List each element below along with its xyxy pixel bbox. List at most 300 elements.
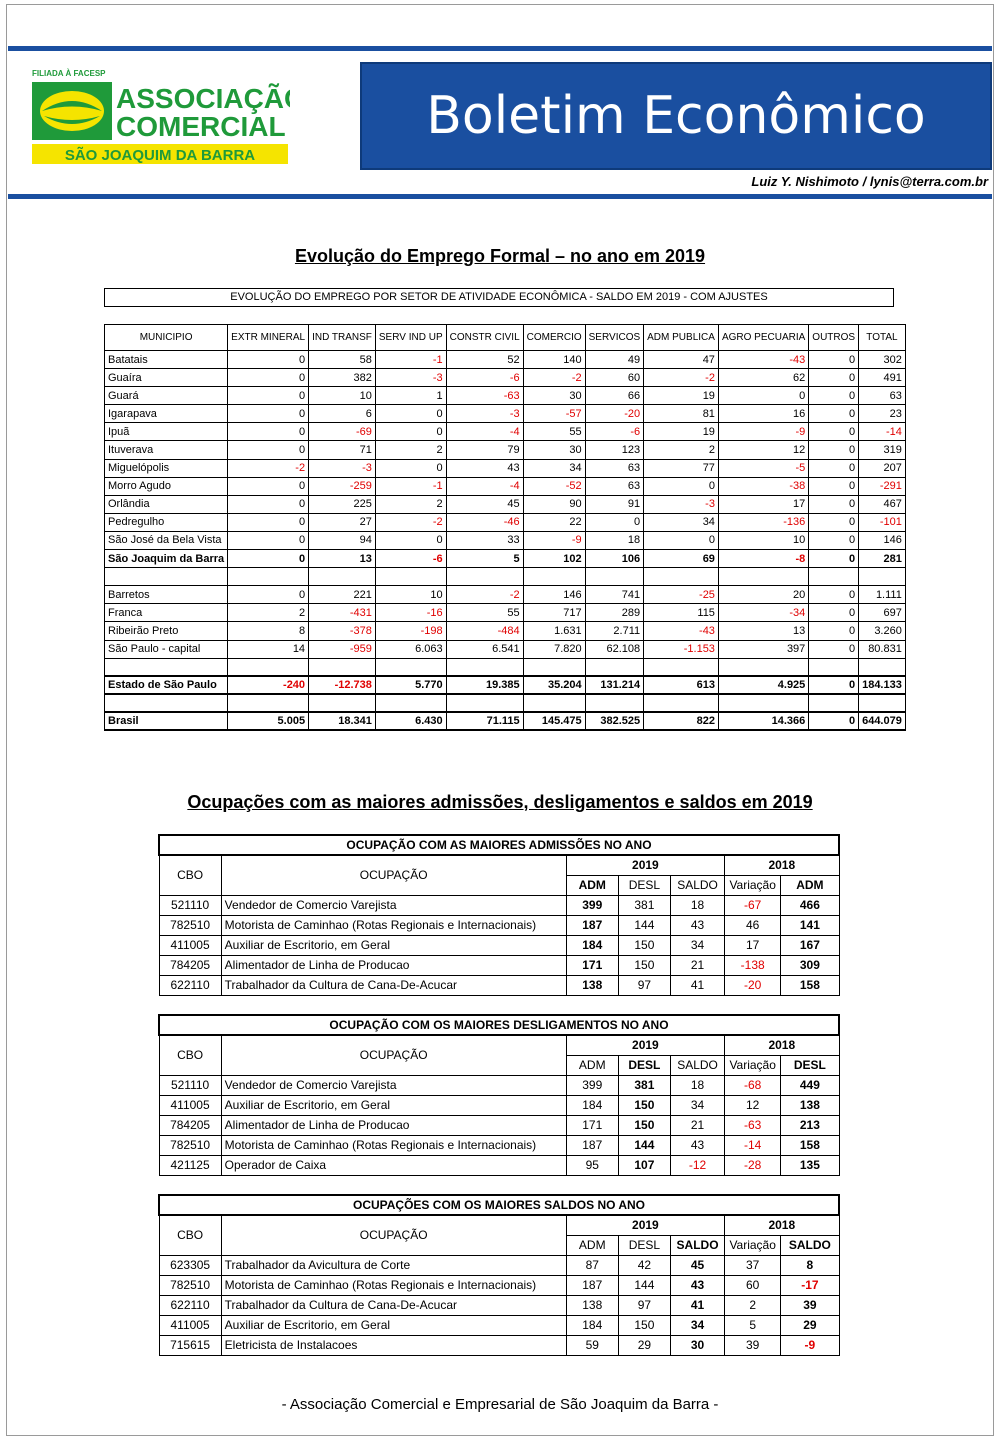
- value-cell: 0: [228, 387, 309, 405]
- value-cell: 281: [859, 550, 906, 568]
- value-cell: 20: [718, 586, 808, 604]
- subcolumn-header: SALDO: [781, 1235, 839, 1255]
- value-cell: 2.711: [585, 622, 644, 640]
- value-cell: 55: [446, 604, 523, 622]
- value-cell: 138: [781, 1095, 839, 1115]
- value-cell: -68: [725, 1075, 781, 1095]
- value-cell: -25: [644, 586, 719, 604]
- value-cell: 399: [566, 895, 618, 915]
- subcolumn-header: ADM: [566, 1055, 618, 1075]
- subcolumn-header: ADM: [781, 875, 839, 895]
- table-row: [105, 712, 906, 730]
- value-cell: 21: [670, 1115, 724, 1135]
- value-cell: -2: [523, 369, 585, 387]
- table-row: [105, 586, 906, 604]
- value-cell: 30: [523, 441, 585, 459]
- value-cell: 79: [446, 441, 523, 459]
- municipality-cell: Pedregulho: [105, 513, 228, 531]
- value-cell: 14: [228, 640, 309, 658]
- value-cell: -6: [446, 369, 523, 387]
- value-cell: -1: [375, 477, 446, 495]
- value-cell: 0: [228, 405, 309, 423]
- value-cell: 382: [309, 369, 376, 387]
- table-row: [105, 477, 906, 495]
- value-cell: -2: [446, 586, 523, 604]
- value-cell: 49: [585, 351, 644, 369]
- value-cell: 21: [670, 955, 724, 975]
- value-cell: 0: [228, 586, 309, 604]
- value-cell: 150: [618, 935, 670, 955]
- table-row: [105, 459, 906, 477]
- value-cell: -136: [718, 513, 808, 531]
- value-cell: -46: [446, 513, 523, 531]
- value-cell: 213: [781, 1115, 839, 1135]
- table-row: [159, 895, 839, 915]
- value-cell: -4: [446, 423, 523, 441]
- column-header: COMERCIO: [523, 325, 585, 351]
- value-cell: 45: [670, 1255, 724, 1275]
- value-cell: 0: [809, 405, 859, 423]
- value-cell: 39: [781, 1295, 839, 1315]
- value-cell: 90: [523, 495, 585, 513]
- value-cell: 158: [781, 975, 839, 995]
- cbo-cell: 715615: [159, 1335, 221, 1355]
- value-cell: 158: [781, 1135, 839, 1155]
- value-cell: -34: [718, 604, 808, 622]
- value-cell: 10: [375, 586, 446, 604]
- value-cell: 382.525: [585, 712, 644, 730]
- dismissals-table: [158, 1014, 840, 1176]
- value-cell: 613: [644, 676, 719, 694]
- cbo-cell: 622110: [159, 1295, 221, 1315]
- subcolumn-header: SALDO: [670, 1055, 724, 1075]
- value-cell: 16: [718, 405, 808, 423]
- table-row: [159, 1275, 839, 1295]
- cbo-cell: 623305: [159, 1255, 221, 1275]
- value-cell: 2: [725, 1295, 781, 1315]
- value-cell: 2: [375, 441, 446, 459]
- cbo-cell: 411005: [159, 935, 221, 955]
- value-cell: 0: [375, 459, 446, 477]
- value-cell: 0: [809, 640, 859, 658]
- value-cell: 87: [566, 1255, 618, 1275]
- value-cell: 18: [670, 895, 724, 915]
- value-cell: 2: [375, 495, 446, 513]
- admissions-table: [158, 834, 840, 996]
- value-cell: 150: [618, 1315, 670, 1335]
- value-cell: 18.341: [309, 712, 376, 730]
- table-row: [105, 387, 906, 405]
- table-row: [105, 676, 906, 694]
- value-cell: 8: [228, 622, 309, 640]
- value-cell: 150: [618, 1095, 670, 1115]
- subcolumn-header: SALDO: [670, 1235, 724, 1255]
- value-cell: 19: [644, 387, 719, 405]
- value-cell: -9: [523, 531, 585, 549]
- employment-table-header: [105, 325, 906, 351]
- value-cell: -16: [375, 604, 446, 622]
- value-cell: 63: [585, 459, 644, 477]
- value-cell: 43: [670, 915, 724, 935]
- subcolumn-header: Variação: [725, 1055, 781, 1075]
- section-title-emprego: Evolução do Emprego Formal – no ano em 2019: [294, 246, 706, 266]
- cbo-cell: 411005: [159, 1315, 221, 1335]
- occupation-cell: Alimentador de Linha de Producao: [221, 1115, 566, 1135]
- employment-table: [104, 324, 906, 731]
- value-cell: 184.133: [859, 676, 906, 694]
- year-2019-header: 2019: [566, 1035, 724, 1055]
- value-cell: -198: [375, 622, 446, 640]
- value-cell: 18: [670, 1075, 724, 1095]
- value-cell: 187: [566, 1135, 618, 1155]
- municipality-cell: Barretos: [105, 586, 228, 604]
- value-cell: 52: [446, 351, 523, 369]
- value-cell: 717: [523, 604, 585, 622]
- value-cell: 23: [859, 405, 906, 423]
- value-cell: 140: [523, 351, 585, 369]
- value-cell: 138: [566, 975, 618, 995]
- value-cell: 0: [228, 495, 309, 513]
- value-cell: 6.063: [375, 640, 446, 658]
- value-cell: -101: [859, 513, 906, 531]
- table-row: [159, 935, 839, 955]
- municipality-cell: Miguelópolis: [105, 459, 228, 477]
- value-cell: -2: [375, 513, 446, 531]
- logo-line-2: COMERCIAL: [116, 111, 286, 142]
- value-cell: -14: [859, 423, 906, 441]
- association-logo: [30, 66, 290, 166]
- value-cell: 18: [585, 531, 644, 549]
- value-cell: -52: [523, 477, 585, 495]
- value-cell: -43: [644, 622, 719, 640]
- occupation-cell: Auxiliar de Escritorio, em Geral: [221, 1315, 566, 1335]
- cbo-cell: 521110: [159, 895, 221, 915]
- occupation-header: OCUPAÇÃO: [221, 855, 566, 895]
- value-cell: 138: [566, 1295, 618, 1315]
- cbo-header: CBO: [159, 1215, 221, 1255]
- cbo-header: CBO: [159, 1035, 221, 1075]
- value-cell: 0: [809, 369, 859, 387]
- value-cell: -38: [718, 477, 808, 495]
- value-cell: -28: [725, 1155, 781, 1175]
- subcolumn-header: ADM: [566, 1235, 618, 1255]
- value-cell: 60: [585, 369, 644, 387]
- table-row: [159, 1095, 839, 1115]
- value-cell: 6.541: [446, 640, 523, 658]
- value-cell: -14: [725, 1135, 781, 1155]
- value-cell: 0: [228, 351, 309, 369]
- year-2018-header: 2018: [725, 855, 839, 875]
- value-cell: 150: [618, 1115, 670, 1135]
- value-cell: 106: [585, 550, 644, 568]
- value-cell: 17: [725, 935, 781, 955]
- table-row: [105, 405, 906, 423]
- value-cell: 43: [446, 459, 523, 477]
- municipality-cell: Orlândia: [105, 495, 228, 513]
- value-cell: 5: [446, 550, 523, 568]
- value-cell: 71.115: [446, 712, 523, 730]
- value-cell: 0: [809, 676, 859, 694]
- value-cell: 0: [228, 423, 309, 441]
- value-cell: -3: [375, 369, 446, 387]
- value-cell: 34: [644, 513, 719, 531]
- value-cell: -484: [446, 622, 523, 640]
- occupation-cell: Vendedor de Comercio Varejista: [221, 1075, 566, 1095]
- municipality-cell: São Paulo - capital: [105, 640, 228, 658]
- value-cell: -9: [718, 423, 808, 441]
- occupation-cell: Auxiliar de Escritorio, em Geral: [221, 1095, 566, 1115]
- value-cell: 97: [618, 975, 670, 995]
- spacer-row: [105, 658, 906, 676]
- value-cell: -43: [718, 351, 808, 369]
- spacer-row: [105, 694, 906, 712]
- occupation-cell: Motorista de Caminhao (Rotas Regionais e Internacionais): [221, 1275, 566, 1295]
- value-cell: 207: [859, 459, 906, 477]
- value-cell: 697: [859, 604, 906, 622]
- value-cell: 8: [781, 1255, 839, 1275]
- value-cell: -3: [644, 495, 719, 513]
- year-2018-header: 2018: [725, 1215, 839, 1235]
- value-cell: 30: [670, 1335, 724, 1355]
- municipality-cell: Guará: [105, 387, 228, 405]
- value-cell: 80.831: [859, 640, 906, 658]
- value-cell: 12: [725, 1095, 781, 1115]
- column-header: CONSTR CIVIL: [446, 325, 523, 351]
- value-cell: 123: [585, 441, 644, 459]
- occupation-table-title: OCUPAÇÃO COM OS MAIORES DESLIGAMENTOS NO ANO: [159, 1015, 839, 1035]
- subcolumn-header: DESL: [618, 1235, 670, 1255]
- value-cell: 0: [809, 477, 859, 495]
- value-cell: 77: [644, 459, 719, 477]
- occupation-cell: Motorista de Caminhao (Rotas Regionais e Internacionais): [221, 915, 566, 935]
- value-cell: 399: [566, 1075, 618, 1095]
- value-cell: 184: [566, 1095, 618, 1115]
- value-cell: -8: [718, 550, 808, 568]
- table-row: [105, 604, 906, 622]
- value-cell: 167: [781, 935, 839, 955]
- value-cell: 150: [618, 955, 670, 975]
- value-cell: 55: [523, 423, 585, 441]
- table-row: [105, 640, 906, 658]
- value-cell: 5.770: [375, 676, 446, 694]
- value-cell: 5: [725, 1315, 781, 1335]
- value-cell: 0: [644, 531, 719, 549]
- value-cell: -378: [309, 622, 376, 640]
- value-cell: 0: [809, 495, 859, 513]
- value-cell: 144: [618, 1275, 670, 1295]
- value-cell: 0: [809, 459, 859, 477]
- value-cell: 0: [375, 405, 446, 423]
- value-cell: -138: [725, 955, 781, 975]
- value-cell: 115: [644, 604, 719, 622]
- column-header: ADM PUBLICA: [644, 325, 719, 351]
- balances-table: [158, 1194, 840, 1356]
- value-cell: 45: [446, 495, 523, 513]
- value-cell: 644.079: [859, 712, 906, 730]
- value-cell: 42: [618, 1255, 670, 1275]
- value-cell: 97: [618, 1295, 670, 1315]
- value-cell: 741: [585, 586, 644, 604]
- value-cell: -6: [375, 550, 446, 568]
- value-cell: 0: [375, 531, 446, 549]
- value-cell: 13: [309, 550, 376, 568]
- column-header: SERV IND UP: [375, 325, 446, 351]
- value-cell: 7.820: [523, 640, 585, 658]
- table-row: [159, 915, 839, 935]
- cbo-header: CBO: [159, 855, 221, 895]
- value-cell: 46: [725, 915, 781, 935]
- occupation-table-title: OCUPAÇÃO COM AS MAIORES ADMISSÕES NO ANO: [159, 835, 839, 855]
- bulletin-banner: Boletim Econômico: [360, 62, 992, 170]
- municipality-cell: Guaíra: [105, 369, 228, 387]
- value-cell: 0: [228, 369, 309, 387]
- table-row: [105, 351, 906, 369]
- value-cell: 60: [725, 1275, 781, 1295]
- value-cell: 0: [228, 513, 309, 531]
- value-cell: 225: [309, 495, 376, 513]
- value-cell: -240: [228, 676, 309, 694]
- value-cell: 449: [781, 1075, 839, 1095]
- value-cell: -3: [446, 405, 523, 423]
- value-cell: 63: [585, 477, 644, 495]
- table-row: [159, 1135, 839, 1155]
- table-row: [105, 423, 906, 441]
- value-cell: -2: [644, 369, 719, 387]
- value-cell: 34: [523, 459, 585, 477]
- cbo-cell: 421125: [159, 1155, 221, 1175]
- municipality-cell: São Joaquim da Barra: [105, 550, 228, 568]
- table-row: [105, 550, 906, 568]
- column-header: TOTAL: [859, 325, 906, 351]
- value-cell: 0: [809, 622, 859, 640]
- table-row: [159, 1075, 839, 1095]
- value-cell: 33: [446, 531, 523, 549]
- year-2019-header: 2019: [566, 855, 724, 875]
- occupation-cell: Operador de Caixa: [221, 1155, 566, 1175]
- value-cell: 6.430: [375, 712, 446, 730]
- subcolumn-header: Variação: [725, 875, 781, 895]
- occupation-cell: Trabalhador da Cultura de Cana-De-Acucar: [221, 1295, 566, 1315]
- value-cell: 3.260: [859, 622, 906, 640]
- value-cell: 131.214: [585, 676, 644, 694]
- value-cell: 2: [644, 441, 719, 459]
- value-cell: 41: [670, 975, 724, 995]
- author-credit: Luiz Y. Nishimoto / lynis@terra.com.br: [751, 174, 988, 189]
- value-cell: -69: [309, 423, 376, 441]
- subcolumn-header: DESL: [618, 1055, 670, 1075]
- value-cell: 144: [618, 1135, 670, 1155]
- value-cell: 466: [781, 895, 839, 915]
- value-cell: 1: [375, 387, 446, 405]
- value-cell: 171: [566, 955, 618, 975]
- occupation-table-title: OCUPAÇÕES COM OS MAIORES SALDOS NO ANO: [159, 1195, 839, 1215]
- occupation-cell: Alimentador de Linha de Producao: [221, 955, 566, 975]
- value-cell: 184: [566, 1315, 618, 1335]
- column-header: OUTROS: [809, 325, 859, 351]
- value-cell: 145.475: [523, 712, 585, 730]
- value-cell: 0: [809, 712, 859, 730]
- value-cell: 0: [809, 513, 859, 531]
- value-cell: 81: [644, 405, 719, 423]
- employment-table-title: EVOLUÇÃO DO EMPREGO POR SETOR DE ATIVIDADE ECONÔMICA - SALDO EM 2019 - COM AJUSTES: [104, 288, 894, 307]
- value-cell: 146: [859, 531, 906, 549]
- value-cell: -4: [446, 477, 523, 495]
- municipality-cell: Franca: [105, 604, 228, 622]
- value-cell: 27: [309, 513, 376, 531]
- value-cell: 34: [670, 935, 724, 955]
- value-cell: -20: [585, 405, 644, 423]
- column-header: EXTR MINERAL: [228, 325, 309, 351]
- value-cell: 34: [670, 1095, 724, 1115]
- cbo-cell: 622110: [159, 975, 221, 995]
- value-cell: 29: [781, 1315, 839, 1335]
- value-cell: 187: [566, 1275, 618, 1295]
- value-cell: 37: [725, 1255, 781, 1275]
- value-cell: 35.204: [523, 676, 585, 694]
- value-cell: 69: [644, 550, 719, 568]
- value-cell: 43: [670, 1275, 724, 1295]
- value-cell: 6: [309, 405, 376, 423]
- value-cell: -63: [725, 1115, 781, 1135]
- municipality-cell: Morro Agudo: [105, 477, 228, 495]
- value-cell: -9: [781, 1335, 839, 1355]
- value-cell: 187: [566, 915, 618, 935]
- header-top-rule: [8, 46, 992, 51]
- value-cell: -259: [309, 477, 376, 495]
- cbo-cell: 521110: [159, 1075, 221, 1095]
- value-cell: 319: [859, 441, 906, 459]
- occupation-header: OCUPAÇÃO: [221, 1215, 566, 1255]
- value-cell: 0: [809, 423, 859, 441]
- value-cell: 0: [228, 531, 309, 549]
- table-row: [159, 955, 839, 975]
- value-cell: 29: [618, 1335, 670, 1355]
- cbo-cell: 782510: [159, 915, 221, 935]
- table-row: [105, 441, 906, 459]
- table-row: [105, 369, 906, 387]
- logo-tagline: FILIADA À FACESP: [32, 69, 106, 78]
- value-cell: 62: [718, 369, 808, 387]
- value-cell: 0: [809, 531, 859, 549]
- municipality-cell: Estado de São Paulo: [105, 676, 228, 694]
- value-cell: 0: [228, 441, 309, 459]
- value-cell: -63: [446, 387, 523, 405]
- section-title-ocupacoes: Ocupações com as maiores admissões, desligamentos e saldos em 2019: [187, 792, 813, 812]
- value-cell: 491: [859, 369, 906, 387]
- value-cell: 467: [859, 495, 906, 513]
- table-row: [159, 1335, 839, 1355]
- column-header: SERVICOS: [585, 325, 644, 351]
- cbo-cell: 784205: [159, 1115, 221, 1135]
- municipality-cell: Batatais: [105, 351, 228, 369]
- table-row: [159, 975, 839, 995]
- occupation-cell: Motorista de Caminhao (Rotas Regionais e Internacionais): [221, 1135, 566, 1155]
- value-cell: 0: [809, 441, 859, 459]
- value-cell: -12.738: [309, 676, 376, 694]
- value-cell: 107: [618, 1155, 670, 1175]
- value-cell: 0: [809, 604, 859, 622]
- subcolumn-header: DESL: [781, 1055, 839, 1075]
- table-row: [159, 1255, 839, 1275]
- table-row: [105, 495, 906, 513]
- header-bottom-rule: [8, 194, 992, 199]
- value-cell: -2: [228, 459, 309, 477]
- value-cell: -5: [718, 459, 808, 477]
- occupation-cell: Auxiliar de Escritorio, em Geral: [221, 935, 566, 955]
- municipality-cell: Ribeirão Preto: [105, 622, 228, 640]
- value-cell: 0: [644, 477, 719, 495]
- logo-line-3: SÃO JOAQUIM DA BARRA: [64, 147, 256, 164]
